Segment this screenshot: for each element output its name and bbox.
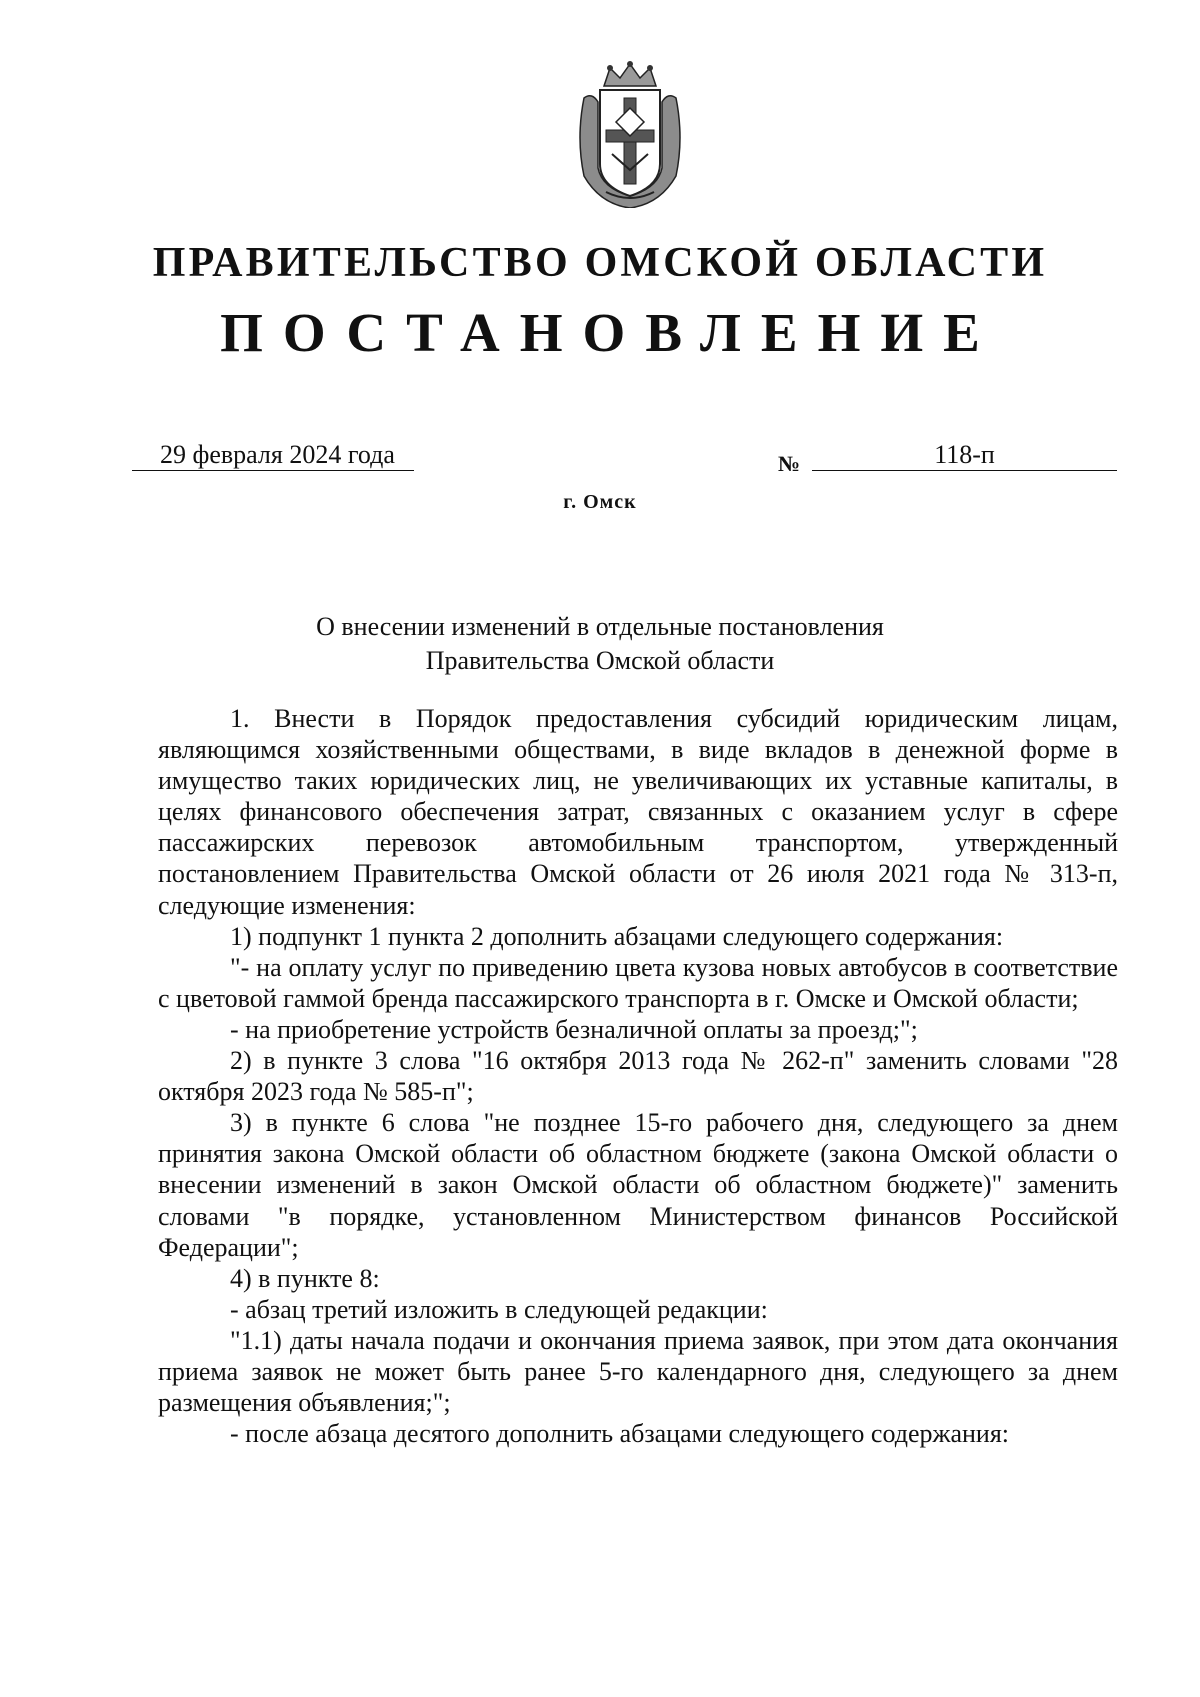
number-sign-label: № xyxy=(778,451,801,476)
paragraph: 2) в пункте 3 слова "16 октября 2013 года № 262-п" заменить словами "28 октября 2023 года № 585-п"; xyxy=(158,1046,1118,1107)
document-type-heading: ПОСТАНОВЛЕНИЕ xyxy=(220,302,1000,363)
document-date: 29 февраля 2024 года xyxy=(132,440,414,471)
paragraph: 3) в пункте 6 слова "не позднее 15-го рабочего дня, следующего за днем принятия закона Омской области об областном бюджете (закона Омской области о внесении изменений в закон Омской области об областном бюджете)" заменить словами "в порядке, установленном Министерством финансов Российской Федерации"; xyxy=(158,1108,1118,1262)
paragraph: 4) в пункте 8: xyxy=(230,1263,380,1293)
coat-of-arms-icon xyxy=(570,58,690,208)
document-title-line-1: О внесении изменений в отдельные постановления xyxy=(316,612,884,641)
paragraph: 1. Внести в Порядок предоставления субсидий юридическим лицам, являющимся хозяйственными обществами, в виде вкладов в денежной форме в имущество таких юридических лиц, не увеличивающих их уставные капиталы, в целях финансового обеспечения затрат, связанных с оказанием услуг в сфере пассажирских перевозок автомобильным транспортом, утвержденный постановлением Правительства Омской области от 26 июля 2021 года № 313-п, следующие изменения: xyxy=(158,704,1118,920)
paragraph: - на приобретение устройств безналичной оплаты за проезд;"; xyxy=(230,1014,918,1044)
paragraph: "1.1) даты начала подачи и окончания приема заявок, при этом дата окончания приема заявок не может быть ранее 5-го календарного дня, следующего за днем размещения объявления;"; xyxy=(158,1325,1118,1418)
document-title-line-2: Правительства Омской области xyxy=(425,646,775,675)
paragraph: - после абзаца десятого дополнить абзацами следующего содержания: xyxy=(230,1419,1009,1449)
document-body xyxy=(158,703,1118,1449)
paragraph: 1) подпункт 1 пункта 2 дополнить абзацами следующего содержания: xyxy=(230,921,1004,951)
document-title xyxy=(0,610,1200,678)
city-label: г. Омск xyxy=(563,491,637,513)
organization-name: ПРАВИТЕЛЬСТВО ОМСКОЙ ОБЛАСТИ xyxy=(152,240,1048,286)
paragraph: - абзац третий изложить в следующей редакции: xyxy=(230,1294,768,1324)
paragraph: "- на оплату услуг по приведению цвета кузова новых автобусов в соответствие с цветовой гаммой бренда пассажирского транспорта в г. Омске и Омской области; xyxy=(158,952,1118,1013)
document-number: 118-п xyxy=(812,440,1117,471)
